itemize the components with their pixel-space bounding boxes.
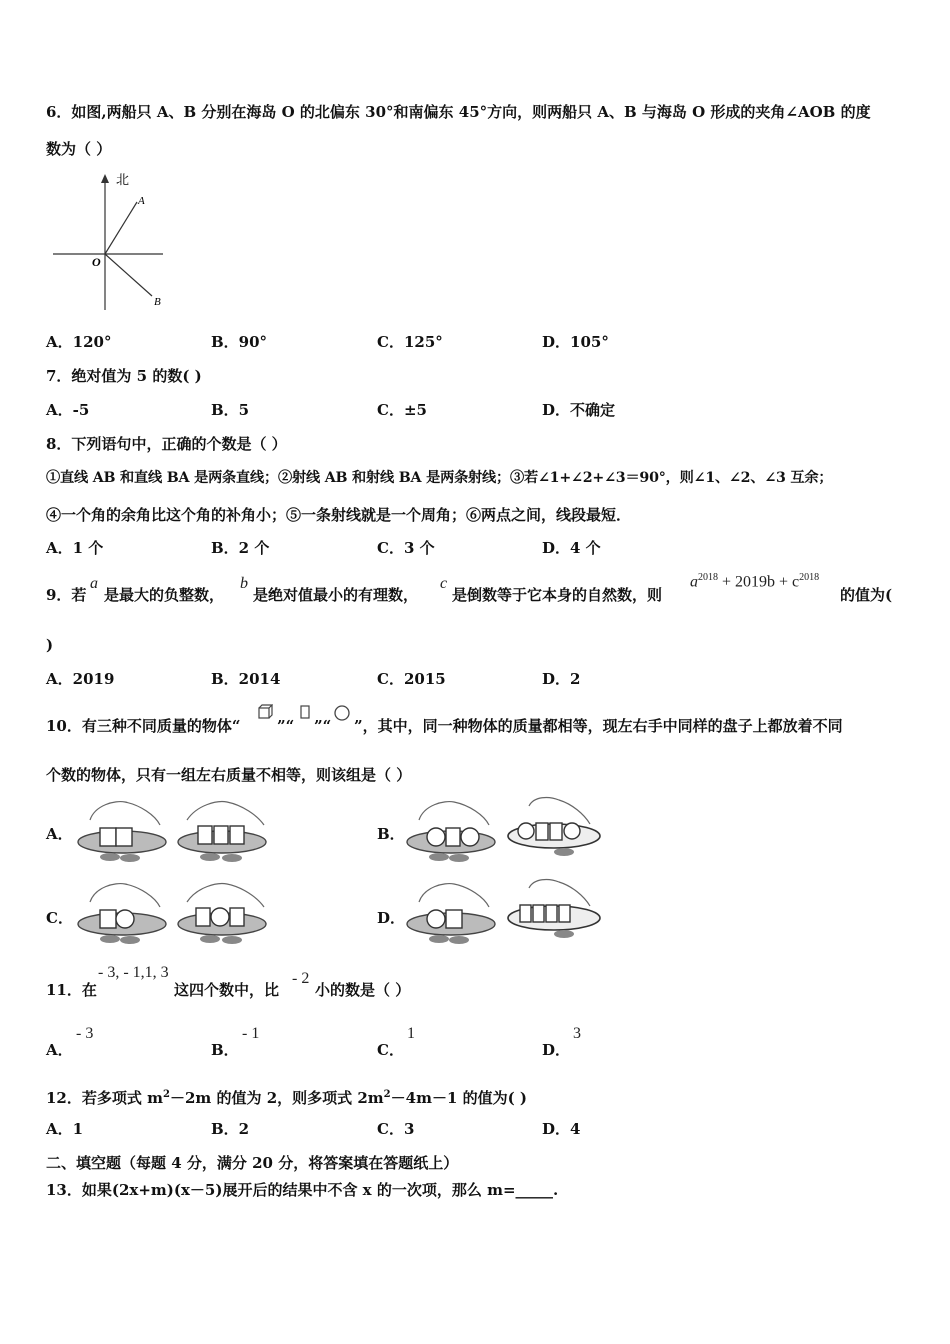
q7-option-a[interactable]: A．-5 bbox=[46, 401, 90, 419]
q11-numbers: - 3, - 1,1, 3 bbox=[98, 964, 169, 981]
q9-option-b[interactable]: B．2014 bbox=[211, 670, 281, 688]
q11-middle: 这四个数中，比 bbox=[174, 981, 280, 999]
q12-text bbox=[46, 1085, 527, 1108]
q6-text-line1: 6．如图,两船只 A、B 分别在海岛 O 的北偏东 30°和南偏东 45°方向，则两船只 A、B 与海岛 O 形成的夹角∠AOB 的度 bbox=[46, 103, 871, 121]
q8-text: 8．下列语句中，正确的个数是（ ） bbox=[46, 435, 287, 453]
label-north: 北 bbox=[116, 173, 130, 188]
q12-option-b[interactable]: B．2 bbox=[211, 1120, 250, 1138]
q12-sup2: 2 bbox=[383, 1089, 391, 1100]
compass-diagram bbox=[48, 168, 178, 313]
sphere-icon bbox=[333, 704, 351, 722]
q10-option-d[interactable]: D． bbox=[377, 909, 406, 927]
option-a-right-hand-image bbox=[172, 800, 272, 865]
q11-option-b[interactable]: B． bbox=[211, 1041, 239, 1059]
q9-line2: ) bbox=[46, 636, 54, 654]
q13-text: 13．如果(2x+m)(x－5)展开后的结果中不含 x 的一次项，那么 m=_____. bbox=[46, 1181, 559, 1199]
q9-suffix: 的值为( bbox=[840, 586, 893, 604]
q11-option-c-value: 1 bbox=[407, 1025, 415, 1042]
q9-var-b: b bbox=[240, 575, 248, 592]
label-b: B bbox=[154, 296, 161, 308]
q8-option-c[interactable]: C．3 个 bbox=[377, 539, 435, 557]
q6-option-d[interactable]: D．105° bbox=[542, 333, 609, 351]
q10-prefix: 10．有三种不同质量的物体“ bbox=[46, 717, 241, 735]
q12-sup1: 2 bbox=[162, 1089, 170, 1100]
q9-expr-exp1: 2018 bbox=[698, 572, 718, 583]
q11-option-a-value: - 3 bbox=[76, 1025, 94, 1042]
q10-option-b[interactable]: B． bbox=[377, 825, 405, 843]
q10-line2: 个数的物体，只有一组左右质量不相等，则该组是（ ） bbox=[46, 766, 412, 784]
q9-part3: 是倒数等于它本身的自然数，则 bbox=[452, 586, 663, 604]
q10-option-a[interactable]: A． bbox=[46, 825, 73, 843]
q9-expr-mid: + 2019b + c bbox=[718, 573, 800, 591]
q12-mid2: －4m－1 的值为( ) bbox=[390, 1089, 528, 1107]
q10-sep1: ”“ bbox=[277, 717, 295, 735]
q9-part2: 是绝对值最小的有理数， bbox=[253, 586, 419, 604]
q12-option-d[interactable]: D．4 bbox=[542, 1120, 581, 1138]
q6-option-b[interactable]: B．90° bbox=[211, 333, 268, 351]
cylinder-icon bbox=[299, 704, 311, 720]
q11-option-a[interactable]: A． bbox=[46, 1041, 73, 1059]
q8-statements-line2: ④一个角的余角比这个角的补角小；⑤一条射线就是一个周角；⑥两点之间，线段最短． bbox=[46, 506, 632, 524]
north-arrow-icon bbox=[101, 174, 109, 183]
label-o: O bbox=[92, 255, 101, 269]
q8-option-a[interactable]: A．1 个 bbox=[46, 539, 104, 557]
q11-option-d[interactable]: D． bbox=[542, 1041, 571, 1059]
q6-text-line2: 数为（ ） bbox=[46, 140, 112, 158]
q12-prefix: 12．若多项式 m bbox=[46, 1089, 163, 1107]
q9-var-a: a bbox=[90, 575, 98, 592]
q12-option-a[interactable]: A．1 bbox=[46, 1120, 84, 1138]
q9-expression bbox=[690, 572, 819, 591]
cube-icon bbox=[257, 704, 273, 720]
q7-option-c[interactable]: C．±5 bbox=[377, 401, 427, 419]
q11-option-b-value: - 1 bbox=[242, 1025, 260, 1042]
q6-option-a[interactable]: A．120° bbox=[46, 333, 112, 351]
option-c-left-hand-image bbox=[75, 882, 170, 947]
q10-option-c[interactable]: C． bbox=[46, 909, 73, 927]
ray-ob bbox=[105, 254, 152, 296]
q9-part1: 是最大的负整数， bbox=[104, 586, 225, 604]
option-d-right-hand-image bbox=[504, 878, 604, 943]
q8-option-b[interactable]: B．2 个 bbox=[211, 539, 270, 557]
q12-option-c[interactable]: C．3 bbox=[377, 1120, 415, 1138]
q10-suffix: ”，其中，同一种物体的质量都相等，现左右手中同样的盘子上都放着不同 bbox=[354, 717, 843, 735]
q9-option-d[interactable]: D．2 bbox=[542, 670, 581, 688]
q7-text: 7．绝对值为 5 的数( ) bbox=[46, 367, 202, 385]
option-d-left-hand-image bbox=[404, 882, 499, 947]
q11-option-d-value: 3 bbox=[573, 1025, 581, 1042]
label-a: A bbox=[138, 195, 145, 207]
q9-option-c[interactable]: C．2015 bbox=[377, 670, 446, 688]
q10-sep2: ”“ bbox=[314, 717, 332, 735]
ray-oa bbox=[105, 202, 137, 254]
q8-statements-line1: ①直线 AB 和直线 BA 是两条直线；②射线 AB 和射线 BA 是两条射线；③若∠1+∠2+∠3＝90°，则∠1、∠2、∠3 互余； bbox=[46, 470, 833, 486]
q9-expr-exp2: 2018 bbox=[799, 572, 820, 583]
q9-option-a[interactable]: A．2019 bbox=[46, 670, 115, 688]
q9-var-c: c bbox=[440, 575, 448, 592]
q7-option-d[interactable]: D．不确定 bbox=[542, 401, 616, 419]
q6-option-c[interactable]: C．125° bbox=[377, 333, 443, 351]
q9-prefix: 9．若 bbox=[46, 586, 87, 604]
q12-mid1: －2m 的值为 2，则多项式 2m bbox=[169, 1089, 384, 1107]
q8-option-d[interactable]: D．4 个 bbox=[542, 539, 601, 557]
q11-prefix: 11．在 bbox=[46, 981, 97, 999]
option-a-left-hand-image bbox=[75, 800, 170, 865]
option-b-right-hand-image bbox=[504, 796, 604, 861]
option-c-right-hand-image bbox=[172, 882, 272, 947]
q11-compare: - 2 bbox=[292, 970, 310, 987]
q11-option-c[interactable]: C． bbox=[377, 1041, 404, 1059]
section2-title: 二、填空题（每题 4 分，满分 20 分，将答案填在答题纸上） bbox=[46, 1154, 459, 1172]
q11-suffix: 小的数是（ ） bbox=[315, 981, 411, 999]
q7-option-b[interactable]: B．5 bbox=[211, 401, 250, 419]
option-b-left-hand-image bbox=[404, 800, 499, 865]
q9-expr-a: a bbox=[690, 573, 698, 591]
